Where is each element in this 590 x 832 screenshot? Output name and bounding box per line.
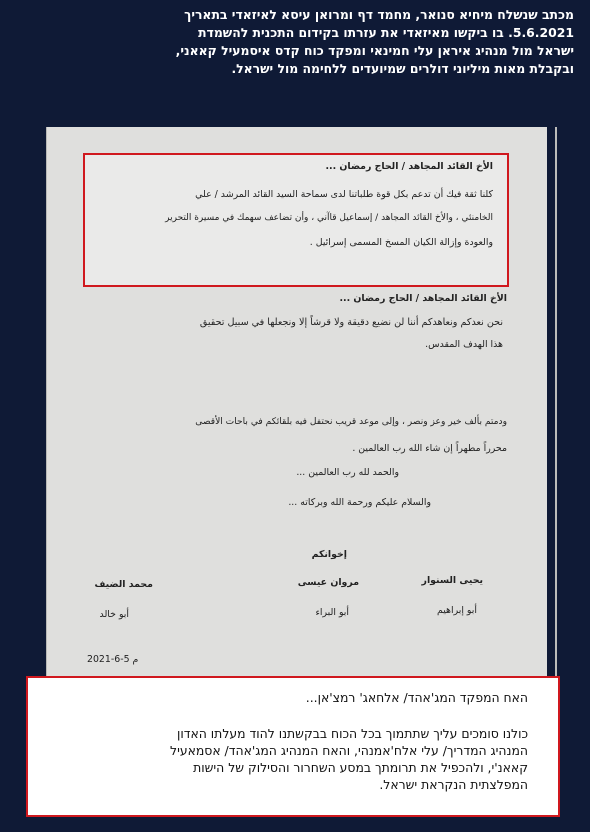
signatory-name: مروان عيسى [297, 577, 359, 588]
translation-line: כולנו סומכים עליך שתתמוך בכל הכוח בבקשתנו להוד מעלתו האדון [176, 726, 528, 741]
signatory-kunya: أبو خالد [99, 609, 129, 620]
page-edge [555, 127, 557, 677]
signatory-name: يحيى السنوار [421, 575, 483, 586]
signatory-kunya: أبو إبراهيم [436, 605, 477, 616]
caption-line: מכתב שנשלח מיחיא סנואר, מחמד דף ומרואן עיסא לאיזאדי בתאריך [184, 7, 574, 22]
letter-salutation: الأخ القائد المجاهد / الحاج رمضان ... [339, 293, 507, 304]
letter-line: هذا الهدف المقدس. [425, 339, 503, 350]
scanned-letter [46, 127, 547, 677]
letter-line: الخامنئي ، والأخ القائد المجاهد / إسماعيل قاآني ، وأن تضاعف سهمك في مسيرة التحرير [165, 213, 493, 223]
letter-line: والعودة وإزالة الكيان المسخ المسمى إسرائيل . [309, 237, 493, 248]
letter-closing: والسلام عليكم ورحمة الله وبركاته ... [288, 497, 431, 508]
hebrew-translation-box [26, 676, 560, 817]
caption-line: ובקבלת מאות מיליוני דולרים שמיועדים ללחימה מול ישראל. [231, 61, 574, 76]
caption-line: 5.6.2021. בו ביקשו מאיזאדי את עזרתו בקידום התכנית להשמדת [198, 25, 574, 40]
letter-date: 2021-6-5 م [87, 654, 139, 665]
article-caption [20, 6, 574, 78]
letter-salutation: الأخ القائد المجاهد / الحاج رمضان ... [325, 161, 493, 172]
signatory-kunya: أبو البراء [315, 607, 349, 618]
letter-line: ودمتم بألف خير وعز ونصر ، وإلى موعد قريب نحتفل فيه بلقائكم في باحات الأقصى [195, 417, 507, 427]
letter-praise: والحمد لله رب العالمين ... [296, 467, 399, 478]
translation-salutation: האח המפקד המג'אהד/ אלחאג' רמצ'אן... [305, 690, 528, 705]
letter-line: كلنا ثقة فيك أن تدعم بكل قوة طلباتنا لدى سماحة السيد القائد المرشد / علي [195, 189, 493, 200]
letter-line: محرراً مطهراً إن شاء الله رب العالمين . [352, 443, 507, 454]
letter-line: نحن نعدكم ونعاهدكم أننا لن نضيع دقيقة ولا قرشاً إلا ونجعلها في سبيل تحقيق [199, 317, 503, 328]
letter-brothers: إخوانكم [311, 549, 347, 560]
highlighted-passage [83, 153, 509, 287]
translation-line: המנהיג המדריך/ עלי אלח'אמנהי, והאח המנהיג המג'אהד/ אסמאעיל [170, 743, 528, 758]
translation-line: המפלצתית הנקראת ישראל. [379, 777, 528, 792]
translation-line: קאאנ'י, ולהכפיל את תרומתך במסע השחרור והסילוק של הישות [193, 760, 528, 775]
caption-line: ישראל מול מנהיג איראן עלי חמינאי ומפקד כוח קדס איסמעיל קאאני, [175, 43, 574, 58]
signatory-name: محمد الضيف [94, 579, 153, 590]
